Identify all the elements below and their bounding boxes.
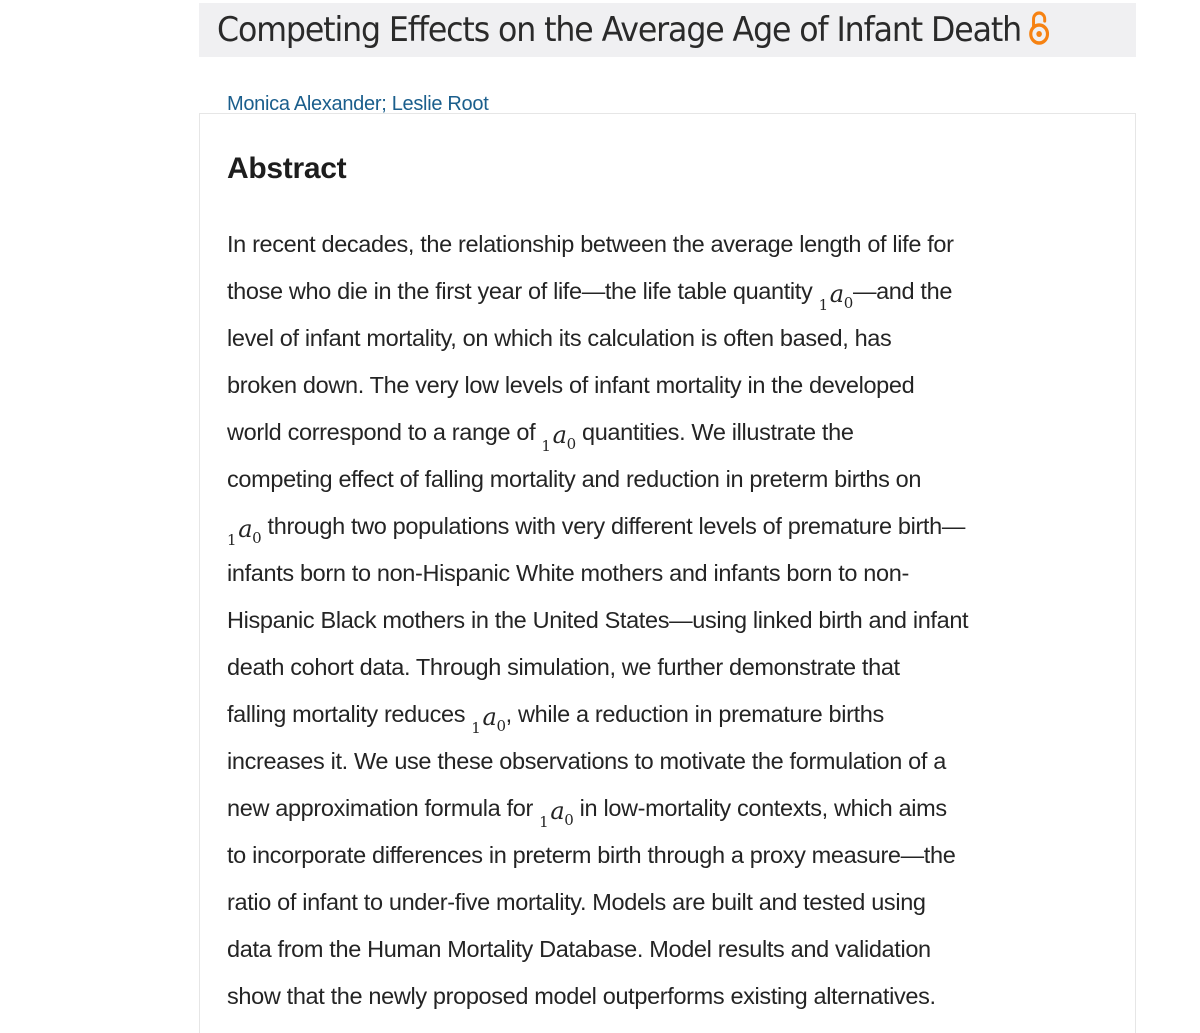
abstract-line (227, 412, 1132, 459)
abstract-text: data from the Human Mortality Database. Model results and validation (227, 936, 931, 962)
math-subscript: 0 (843, 293, 853, 312)
abstract-text: —and the (852, 278, 953, 304)
math-subscript: 0 (496, 716, 506, 735)
math-base: a (238, 515, 253, 543)
abstract-text: falling mortality reduces (227, 701, 472, 727)
math-subscript: 0 (564, 810, 574, 829)
abstract-text: broken down. The very low levels of infant mortality in the developed (227, 372, 915, 398)
abstract-line (227, 929, 1132, 976)
math-base: a (550, 797, 565, 825)
abstract-line (227, 506, 1132, 553)
abstract-line (227, 459, 1132, 506)
abstract-line (227, 553, 1132, 600)
abstract-line (227, 741, 1132, 788)
article-title-text: Competing Effects on the Average Age of Infant Death (217, 10, 1022, 50)
abstract-text: death cohort data. Through simulation, we further demonstrate that (227, 654, 900, 680)
abstract-text: quantities. We illustrate the (575, 419, 854, 445)
math-base: a (482, 703, 497, 731)
math-base: a (829, 280, 844, 308)
author-link[interactable]: Leslie Root (391, 93, 489, 115)
math-1a0 (539, 797, 574, 831)
abstract-text: competing effect of falling mortality and reduction in preterm births on (227, 466, 922, 492)
math-1a0 (818, 280, 853, 314)
title-bar (199, 3, 1136, 57)
math-1a0 (541, 421, 576, 455)
math-prefix: 1 (541, 437, 551, 455)
math-prefix: 1 (539, 813, 549, 831)
math-subscript: 0 (566, 434, 576, 453)
abstract-text: in low-mortality contexts, which aims (573, 795, 947, 821)
abstract-text: Hispanic Black mothers in the United States—using linked birth and infant (227, 607, 969, 633)
abstract-line (227, 318, 1132, 365)
open-access-lock-icon (1027, 10, 1051, 46)
abstract-text: level of infant mortality, on which its calculation is often based, has (227, 325, 892, 351)
math-prefix: 1 (471, 719, 481, 737)
abstract-line (227, 600, 1132, 647)
abstract-line (227, 788, 1132, 835)
math-1a0 (227, 515, 262, 549)
abstract-text: through two populations with very different levels of premature birth— (261, 513, 965, 539)
author-separator: ; (381, 93, 392, 115)
abstract-line (227, 647, 1132, 694)
abstract-text: new approximation formula for (227, 795, 540, 821)
abstract-line (227, 976, 1132, 1023)
author-link[interactable]: Monica Alexander (227, 93, 382, 115)
abstract-text: world correspond to a range of (227, 419, 542, 445)
math-1a0 (471, 703, 506, 737)
math-prefix: 1 (818, 296, 828, 314)
abstract-line (227, 224, 1132, 271)
math-base: a (552, 421, 567, 449)
abstract-text: , while a reduction in premature births (505, 701, 884, 727)
abstract-body (227, 224, 1132, 1023)
abstract-text: to incorporate differences in preterm birth through a proxy measure—the (227, 842, 956, 868)
abstract-heading: Abstract (227, 152, 347, 185)
abstract-line (227, 882, 1132, 929)
author-list (227, 93, 488, 116)
abstract-line (227, 365, 1132, 412)
abstract-line (227, 271, 1132, 318)
article-title (217, 10, 1051, 50)
abstract-text: increases it. We use these observations to motivate the formulation of a (227, 748, 946, 774)
math-subscript: 0 (252, 528, 262, 547)
abstract-text: In recent decades, the relationship between the average length of life for (227, 231, 954, 257)
abstract-text: infants born to non-Hispanic White mothers and infants born to non- (227, 560, 909, 586)
math-prefix: 1 (227, 531, 237, 549)
abstract-line (227, 694, 1132, 741)
abstract-text: ratio of infant to under-five mortality. Models are built and tested using (227, 889, 926, 915)
abstract-line (227, 835, 1132, 882)
abstract-text: show that the newly proposed model outperforms existing alternatives. (227, 983, 936, 1009)
abstract-text: those who die in the first year of life—the life table quantity (227, 278, 819, 304)
